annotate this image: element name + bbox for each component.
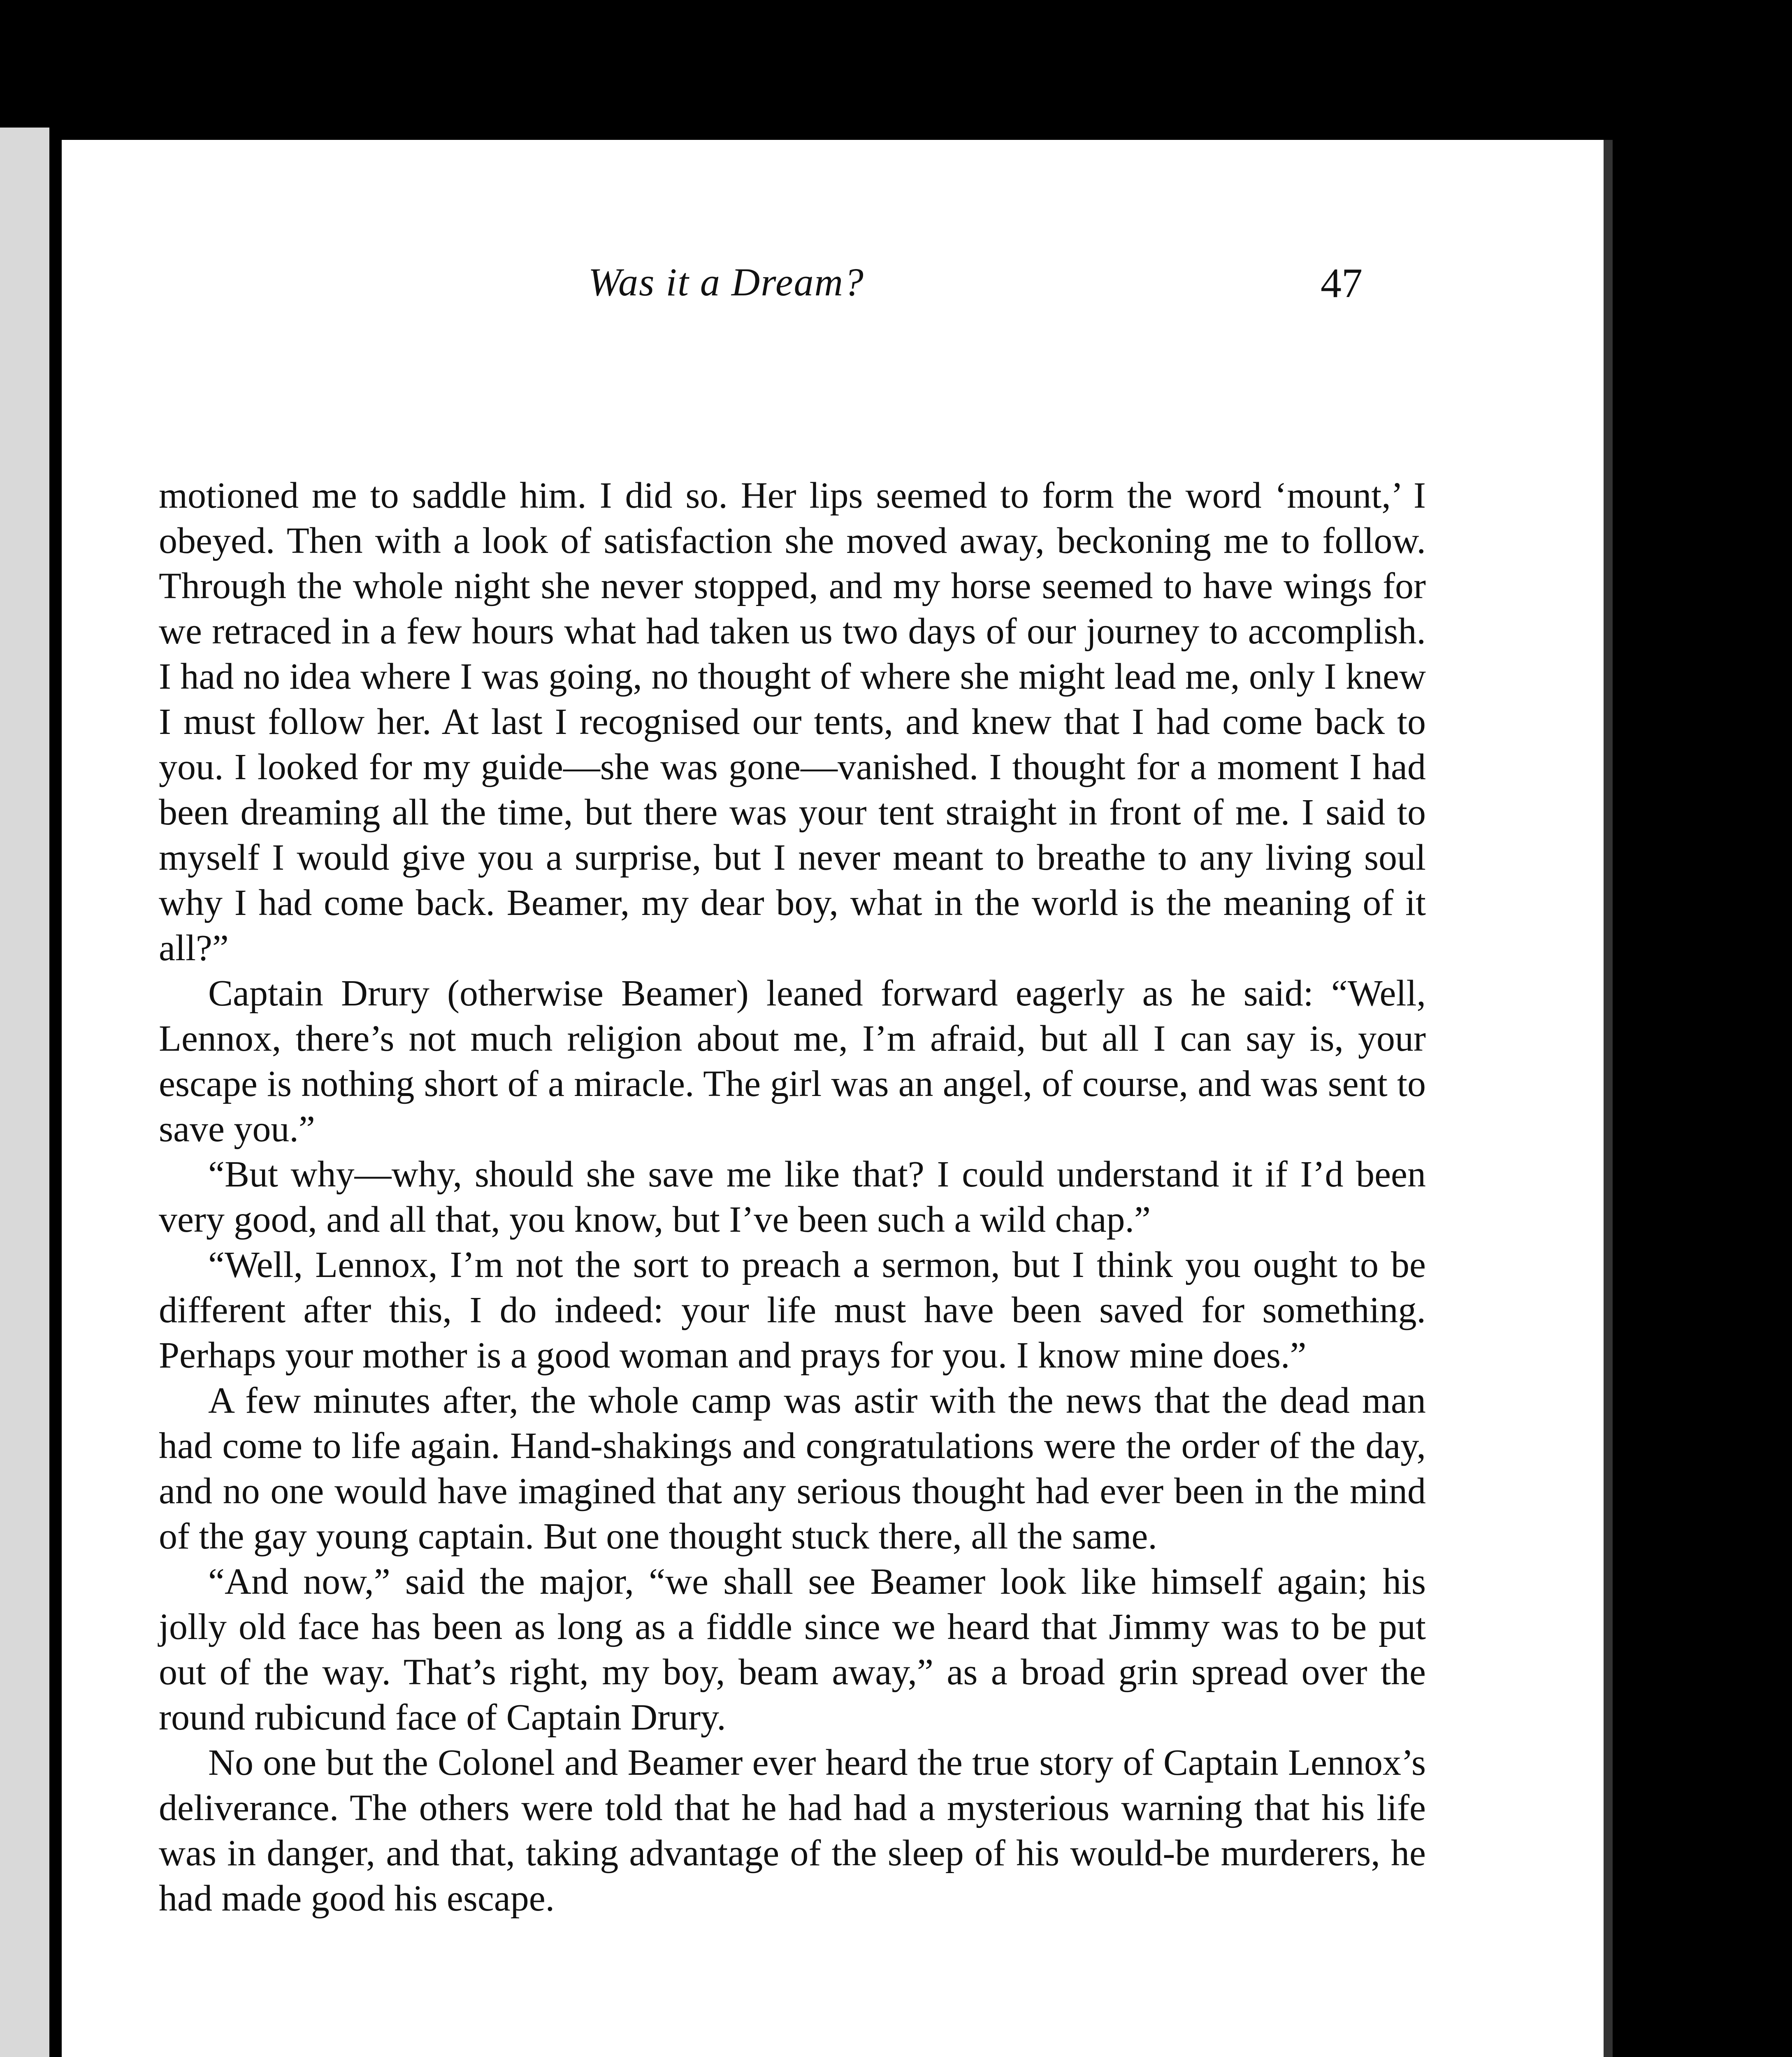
body-text [159,473,1426,1921]
paragraph: No one but the Colonel and Beamer ever heard the true story of Captain Lennox’s deliverance. The others were told that he had had a mysterious warning that his life was in danger, and that, taking advantage of the sleep of his would-be murderers, he had made good his escape. [159,1742,1426,1919]
page-edge-shadow [1604,140,1613,2057]
paragraph: “And now,” said the major, “we shall see Beamer look like himself again; his jolly old face has been as long as a fiddle since we heard that Jimmy was to be put out of the way. That’s right, my boy, beam away,” as a broad grin spread over the round rubicund face of Captain Drury. [159,1561,1426,1738]
paragraph: “But why—why, should she save me like that? I could understand it if I’d been very good, and all that, you know, but I’ve been such a wild chap.” [159,1154,1426,1240]
paragraph: motioned me to saddle him. I did so. Her lips seemed to form the word ‘mount,’ I obeyed. Then with a look of satisfaction she moved away, beckoning me to follow. Through the whole night she never stopped, and my horse seemed to have wings for we retraced in a few hours what had taken us two days of our journey to accomplish. I had no idea where I was going, no thought of where she might lead me, only I knew I must follow her. At last I recognised our tents, and knew that I had come back to you. I looked for my guide—she was gone—vanished. I thought for a moment I had been dreaming all the time, but there was your tent straight in front of me. I said to myself I would give you a surprise, but I never meant to breathe to any living soul why I had come back. Beamer, my dear boy, what in the world is the meaning of it all?” [159,475,1426,968]
paragraph: Captain Drury (otherwise Beamer) leaned forward eagerly as he said: “Well, Lennox, there’s not much religion about me, I’m afraid, but all I can say is, your escape is nothing short of a miracle. The girl was an angel, of course, and was sent to save you.” [159,973,1426,1149]
paragraph: “Well, Lennox, I’m not the sort to preach a sermon, but I think you ought to be different after this, I do indeed: your life must have been saved for something. Perhaps your mother is a good woman and prays for you. I know mine does.” [159,1244,1426,1376]
facing-page-edge [0,128,49,2057]
paragraph: A few minutes after, the whole camp was astir with the news that the dead man had come to life again. Hand-shakings and congratulations were the order of the day, and no one would have imagined that any serious thought had ever been in the mind of the gay young captain. But one thought stuck there, all the same. [159,1380,1426,1557]
running-title: Was it a Dream? [588,260,864,304]
book-page [62,140,1613,2057]
page-number: 47 [1321,260,1363,306]
page-header [62,259,1613,317]
